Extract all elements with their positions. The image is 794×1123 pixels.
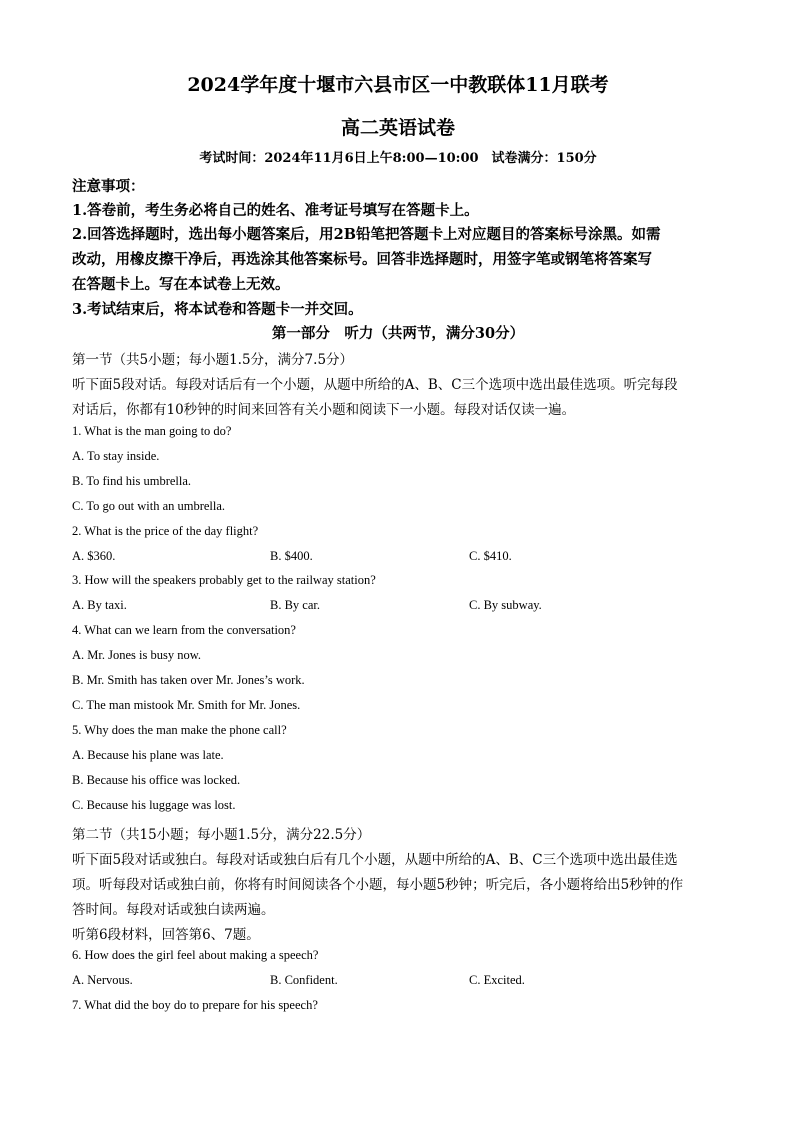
q2-option-a: A. $360.: [72, 549, 116, 563]
q1-option-c: C. To go out with an umbrella.: [72, 499, 226, 513]
q6-option-b: B. Confident.: [270, 973, 338, 987]
q4-option-c: C. The man mistook Mr. Smith for Mr. Jones.: [72, 698, 301, 712]
section1-heading: 第一节（共5小题；每小题1.5分，满分7.5分）: [72, 352, 354, 368]
q5-option-a: A. Because his plane was late.: [72, 748, 224, 762]
q6-option-c: C. Excited.: [469, 973, 525, 987]
section2-instruction-1: 听下面5段对话或独白。每段对话或独白后有几个小题，从题中所给的A、B、C三个选项中选出最佳选: [72, 852, 678, 868]
q3-option-a: A. By taxi.: [72, 598, 127, 612]
notes-heading: 注意事项：: [72, 178, 145, 195]
q6-stem: 6. How does the girl feel about making a speech?: [72, 948, 319, 962]
q3-stem: 3. How will the speakers probably get to the railway station?: [72, 573, 376, 587]
exam-title: 2024学年度十堰市六县市区一中教联体11月联考: [187, 74, 609, 96]
note-3: 3.考试结束后，将本试卷和答题卡一并交回。: [72, 301, 363, 318]
q3-option-b: B. By car.: [270, 598, 320, 612]
q4-option-a: A. Mr. Jones is busy now.: [72, 648, 202, 662]
q4-stem: 4. What can we learn from the conversation?: [72, 623, 296, 637]
q5-option-c: C. Because his luggage was lost.: [72, 798, 236, 812]
section1-instruction-2: 对话后，你都有10秒钟的时间来回答有关小题和阅读下一小题。每段对话仅读一遍。: [72, 402, 576, 418]
q2-option-c: C. $410.: [469, 549, 512, 563]
section2-heading: 第二节（共15小题；每小题1.5分，满分22.5分）: [72, 827, 371, 843]
q7-stem: 7. What did the boy do to prepare for his speech?: [72, 998, 318, 1012]
section2-instruction-2: 项。听每段对话或独白前，你将有时间阅读各个小题，每小题5秒钟；听完后，各小题将给出5秒钟的作: [72, 877, 684, 893]
q1-stem: 1. What is the man going to do?: [72, 424, 232, 438]
exam-subtitle: 高二英语试卷: [340, 117, 455, 139]
q2-stem: 2. What is the price of the day flight?: [72, 524, 259, 538]
note-2-line-2: 改动，用橡皮擦干净后，再选涂其他答案标号。回答非选择题时，用签字笔或钢笔将答案写: [72, 251, 652, 268]
exam-meta: 考试时间：2024年11月6日上午8:00—10:00 试卷满分：150分: [199, 151, 597, 166]
q4-option-b: B. Mr. Smith has taken over Mr. Jones’s work.: [72, 673, 305, 687]
q3-option-c: C. By subway.: [469, 598, 542, 612]
note-1: 1.答卷前，考生务必将自己的姓名、准考证号填写在答题卡上。: [72, 202, 479, 219]
q1-option-a: A. To stay inside.: [72, 449, 160, 463]
q2-option-b: B. $400.: [270, 549, 313, 563]
section2-instruction-3: 答时间。每段对话或独白读两遍。: [72, 902, 275, 918]
note-2-line-3: 在答题卡上。写在本试卷上无效。: [72, 276, 290, 293]
q1-option-b: B. To find his umbrella.: [72, 474, 192, 488]
note-2-line-1: 2.回答选择题时，选出每小题答案后，用2B铅笔把答题卡上对应题目的答案标号涂黑。如需: [72, 226, 661, 243]
q5-stem: 5. Why does the man make the phone call?: [72, 723, 287, 737]
part1-heading: 第一部分 听力（共两节，满分30分）: [271, 325, 525, 342]
q5-option-b: B. Because his office was locked.: [72, 773, 241, 787]
section1-instruction-1: 听下面5段对话。每段对话后有一个小题，从题中所给的A、B、C三个选项中选出最佳选项。听完每段: [72, 377, 678, 393]
q6-option-a: A. Nervous.: [72, 973, 133, 987]
material-6-note: 听第6段材料，回答第6、7题。: [72, 927, 260, 943]
